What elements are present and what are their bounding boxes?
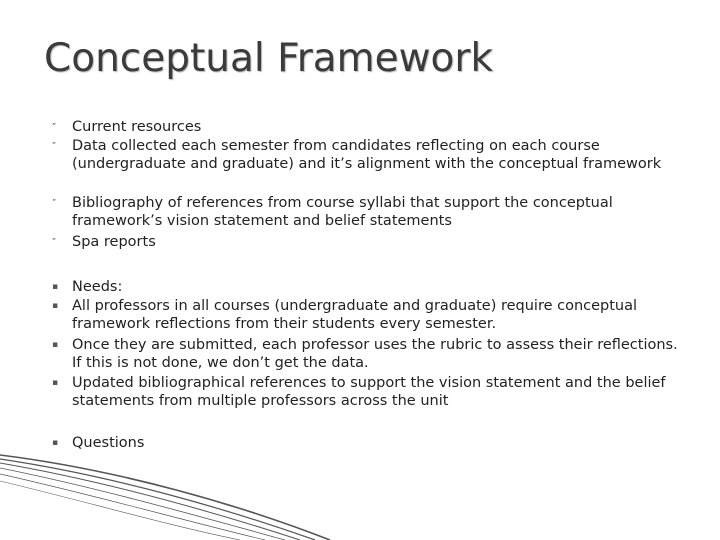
bullet-text: Questions: [72, 435, 145, 451]
bullet-text: All professors in all courses (undergraduate and graduate) require conceptual framework reflections from their students every semester.: [72, 298, 638, 332]
small-square-bullet-icon: ▪: [52, 340, 59, 350]
bullet-text: Current resources: [72, 119, 202, 135]
bullet-text: Bibliography of references from course syllabi that support the conceptual framework’s vision statement and belief statements: [72, 195, 613, 229]
hollow-diamond-icon: ”: [52, 141, 57, 150]
slide-title: Conceptual Framework: [44, 36, 494, 81]
bullet-text: Data collected each semester from candidates reflecting on each course (undergraduate and graduate) and it’s alignment with the conceptual framework: [72, 138, 662, 172]
bullet-text: Updated bibliographical references to support the vision statement and the belief statements from multiple professors across the unit: [72, 375, 666, 409]
bullet-text: Spa reports: [72, 234, 156, 250]
corner-swoosh-lines: [0, 455, 330, 540]
hollow-diamond-icon: ”: [52, 198, 57, 207]
small-square-bullet-icon: ▪: [52, 282, 59, 292]
bullet-text: Once they are submitted, each professor uses the rubric to assess their reflections. If this is not done, we don’t get the data.: [72, 337, 678, 371]
small-square-bullet-icon: ▪: [52, 301, 59, 311]
hollow-diamond-icon: ”: [52, 237, 57, 246]
bullet-text: Needs:: [72, 279, 123, 295]
small-square-bullet-icon: ▪: [52, 378, 59, 388]
hollow-diamond-icon: ”: [52, 122, 57, 131]
small-square-bullet-icon: ▪: [52, 438, 59, 448]
